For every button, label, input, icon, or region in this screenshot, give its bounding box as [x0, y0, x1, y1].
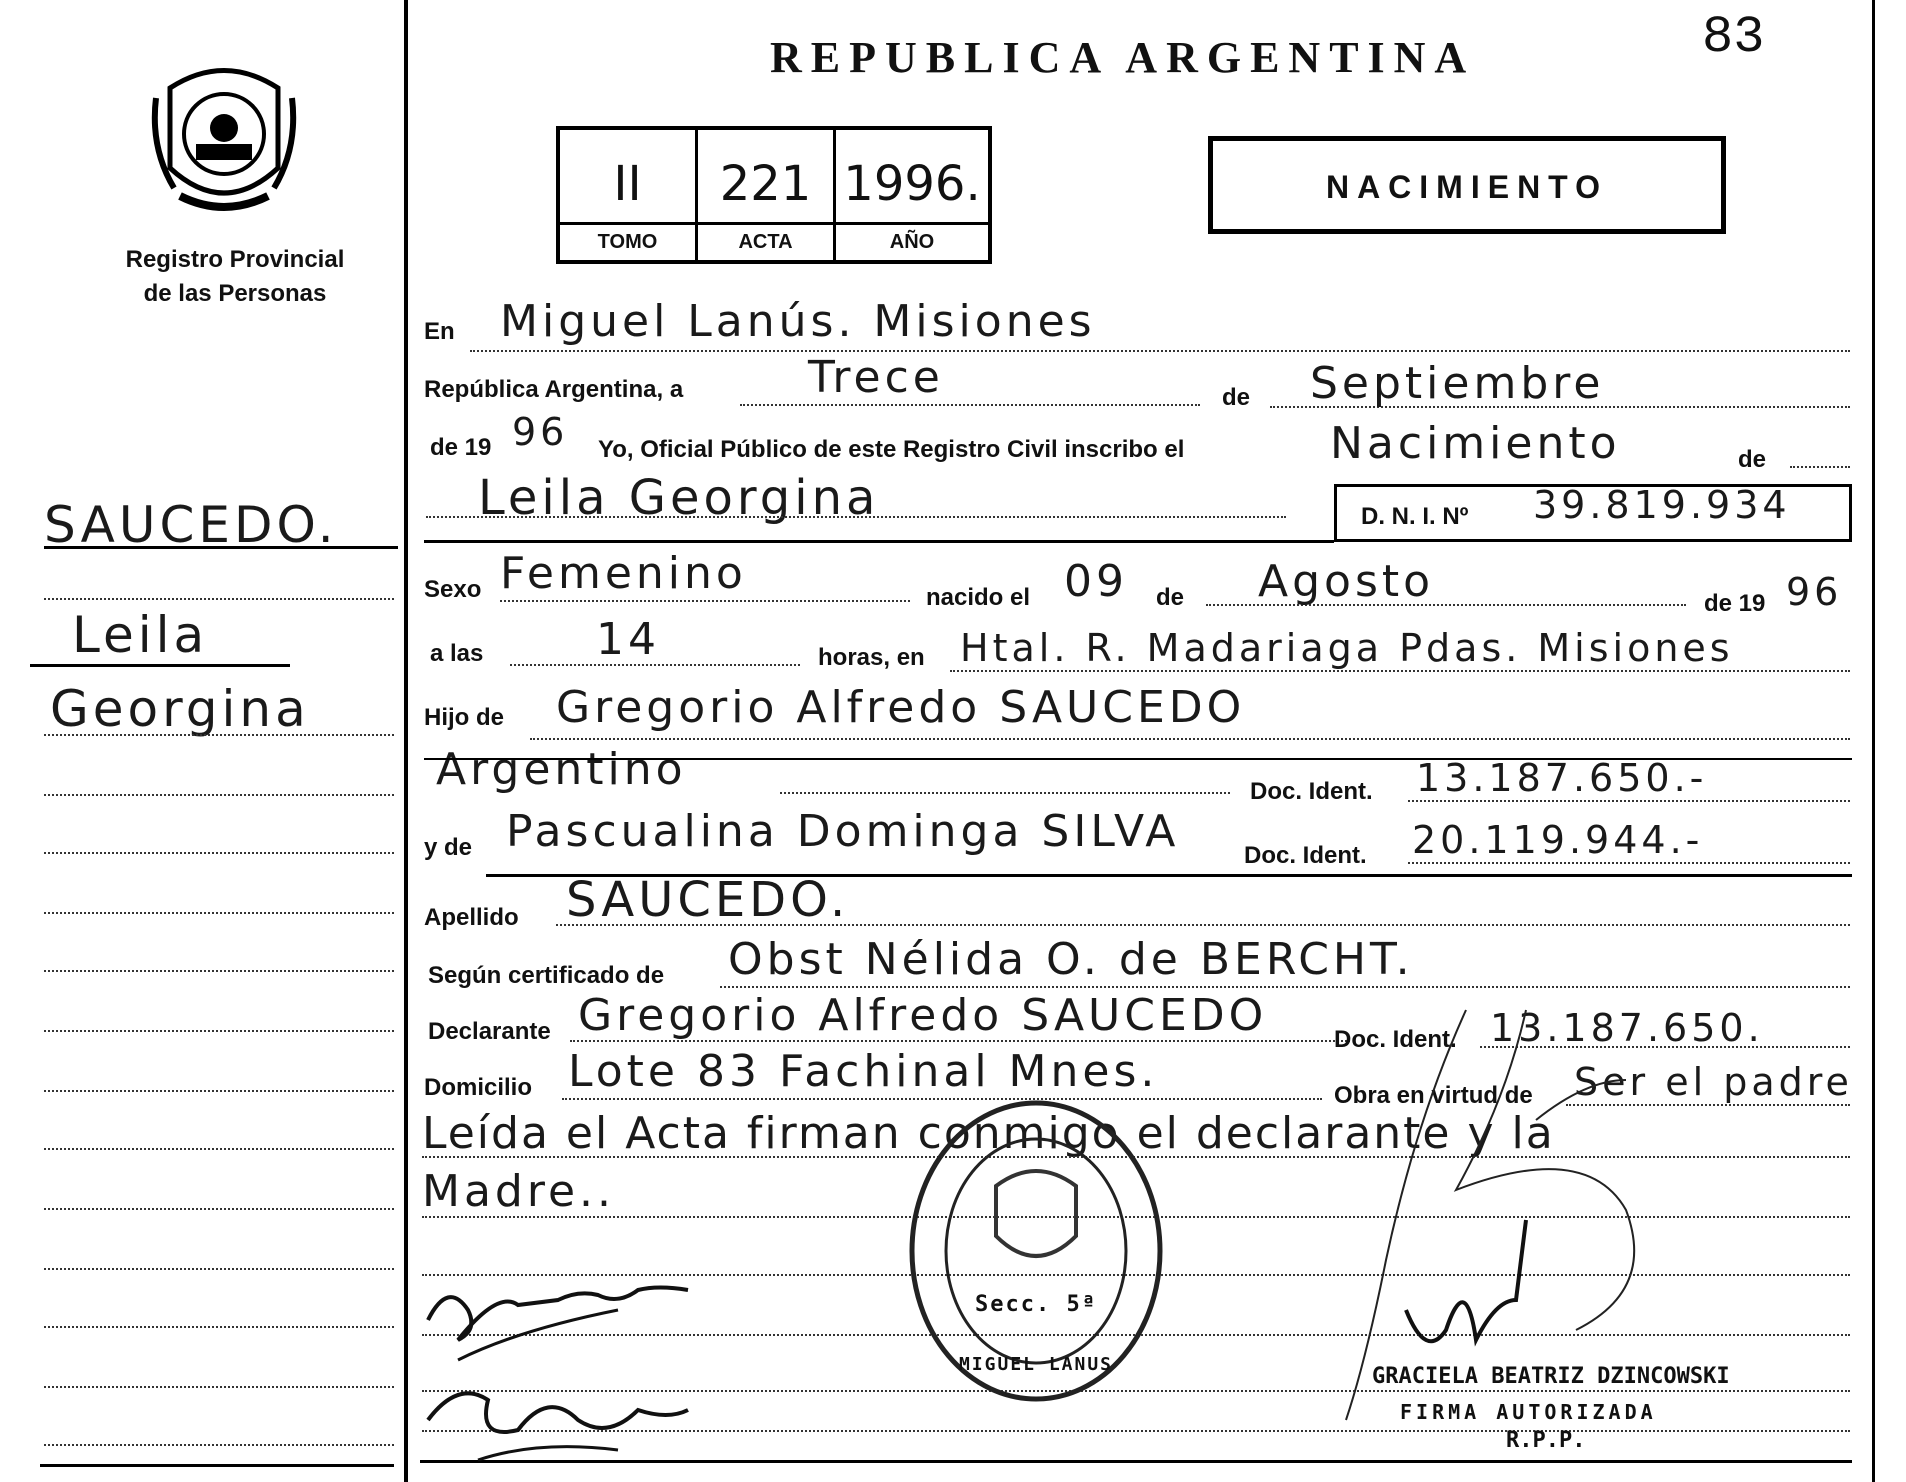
document-type-box: [1208, 136, 1726, 234]
signatures-left: [418, 1270, 718, 1470]
doc-ident-label-declarante: Doc. Ident.: [1334, 1026, 1457, 1053]
alas-label: a las: [430, 640, 484, 667]
margin-divider: [404, 0, 408, 1482]
stamp-center: Secc. 5ª: [975, 1292, 1097, 1317]
coat-of-arms-seal: [150, 58, 298, 218]
official-name: GRACIELA BEATRIZ DZINCOWSKI: [1372, 1364, 1730, 1389]
apellido-label: Apellido: [424, 904, 519, 931]
sexo-label: Sexo: [424, 576, 482, 603]
acta-value: 221: [719, 156, 812, 212]
birth-month: Agosto: [1258, 556, 1435, 607]
official-title: FIRMA AUTORIZADA: [1400, 1400, 1657, 1424]
en-label: En: [424, 318, 455, 345]
dni-value: 39.819.934: [1533, 483, 1791, 527]
nacido-label: nacido el: [926, 584, 1031, 611]
obra-label: Obra en virtud de: [1334, 1082, 1533, 1109]
birth-day: 09: [1064, 556, 1128, 607]
certificado-value: Obst Nélida O. de BERCHT.: [728, 934, 1414, 985]
hijo-label: Hijo de: [424, 704, 505, 731]
tomo-cell: [560, 130, 698, 260]
father-nationality: Argentino: [436, 744, 687, 795]
acta-cell: [698, 130, 836, 260]
anio-label: AÑO: [889, 231, 935, 253]
apellido-value: SAUCEDO.: [566, 872, 850, 928]
father-doc: 13.187.650.-: [1416, 756, 1708, 800]
official-signature: [1326, 1000, 1686, 1460]
act-type-value: Nacimiento: [1330, 418, 1621, 469]
father-name: Gregorio Alfredo SAUCEDO: [556, 682, 1246, 733]
note-line-1: Leída el Acta firman conmigo el declarante y la: [422, 1108, 1555, 1159]
document-type: NACIMIENTO: [1325, 169, 1609, 205]
segun-label: Según certificado de: [428, 962, 665, 989]
page-number: 83: [1702, 8, 1765, 67]
registry-name-line2: de las Personas: [143, 280, 327, 307]
tomo-value: II: [613, 156, 642, 212]
birth-place: Htal. R. Madariaga Pdas. Misiones: [960, 626, 1734, 670]
inscribo-label: Yo, Oficial Público de este Registro Civil inscribo el: [598, 436, 1185, 463]
registry-name-line1: Registro Provincial: [125, 246, 345, 273]
registry-stamp: [906, 1096, 1166, 1406]
declarante-value: Gregorio Alfredo SAUCEDO: [578, 990, 1268, 1041]
doc-ident-label-mother: Doc. Ident.: [1244, 842, 1367, 869]
country-title: REPUBLICA ARGENTINA: [770, 33, 1476, 82]
declarante-doc: 13.187.650.: [1490, 1006, 1764, 1050]
anio-cell: [836, 130, 988, 260]
sexo-value: Femenino: [500, 548, 747, 599]
de-year-label: de 19: [430, 434, 492, 461]
dni-box: [1334, 484, 1852, 542]
obra-value: Ser el padre: [1574, 1060, 1853, 1104]
de-label-1: de: [1222, 384, 1251, 411]
month-value: Septiembre: [1310, 358, 1605, 409]
republica-label: República Argentina, a: [424, 376, 684, 403]
mother-name: Pascualina Dominga SILVA: [506, 806, 1180, 857]
person-name: Leila Georgina: [478, 470, 880, 526]
stamp-bottom: MIGUEL LANUS: [958, 1354, 1114, 1375]
anio-value: 1996.: [843, 156, 981, 212]
horas-label: horas, en: [818, 644, 925, 671]
tomo-label: TOMO: [597, 231, 658, 253]
official-org: R.P.P.: [1506, 1428, 1586, 1453]
de-19-label: de 19: [1704, 590, 1766, 617]
dni-label: D. N. I. Nº: [1361, 503, 1469, 530]
declarante-label: Declarante: [428, 1018, 551, 1045]
doc-ident-label-father: Doc. Ident.: [1250, 778, 1373, 805]
mother-doc: 20.119.944.-: [1412, 818, 1704, 862]
birth-year: 96: [1786, 570, 1843, 614]
birth-hour: 14: [596, 614, 660, 665]
margin-name1: Leila: [72, 606, 209, 664]
domicilio-label: Domicilio: [424, 1074, 533, 1101]
margin-name2: Georgina: [50, 680, 310, 738]
place-of-record: Miguel Lanús. Misiones: [500, 296, 1096, 347]
note-line-2: Madre..: [422, 1166, 616, 1217]
de-label-3: de: [1156, 584, 1185, 611]
record-box: [556, 126, 992, 264]
year-value: 96: [512, 410, 569, 454]
acta-label: ACTA: [738, 231, 793, 253]
margin-surname: SAUCEDO.: [44, 496, 338, 554]
right-border: [1872, 0, 1875, 1482]
de-label-2: de: [1738, 446, 1767, 473]
yde-label: y de: [424, 834, 473, 861]
domicilio-value: Lote 83 Fachinal Mnes.: [568, 1046, 1159, 1097]
day-value: Trece: [808, 352, 944, 403]
